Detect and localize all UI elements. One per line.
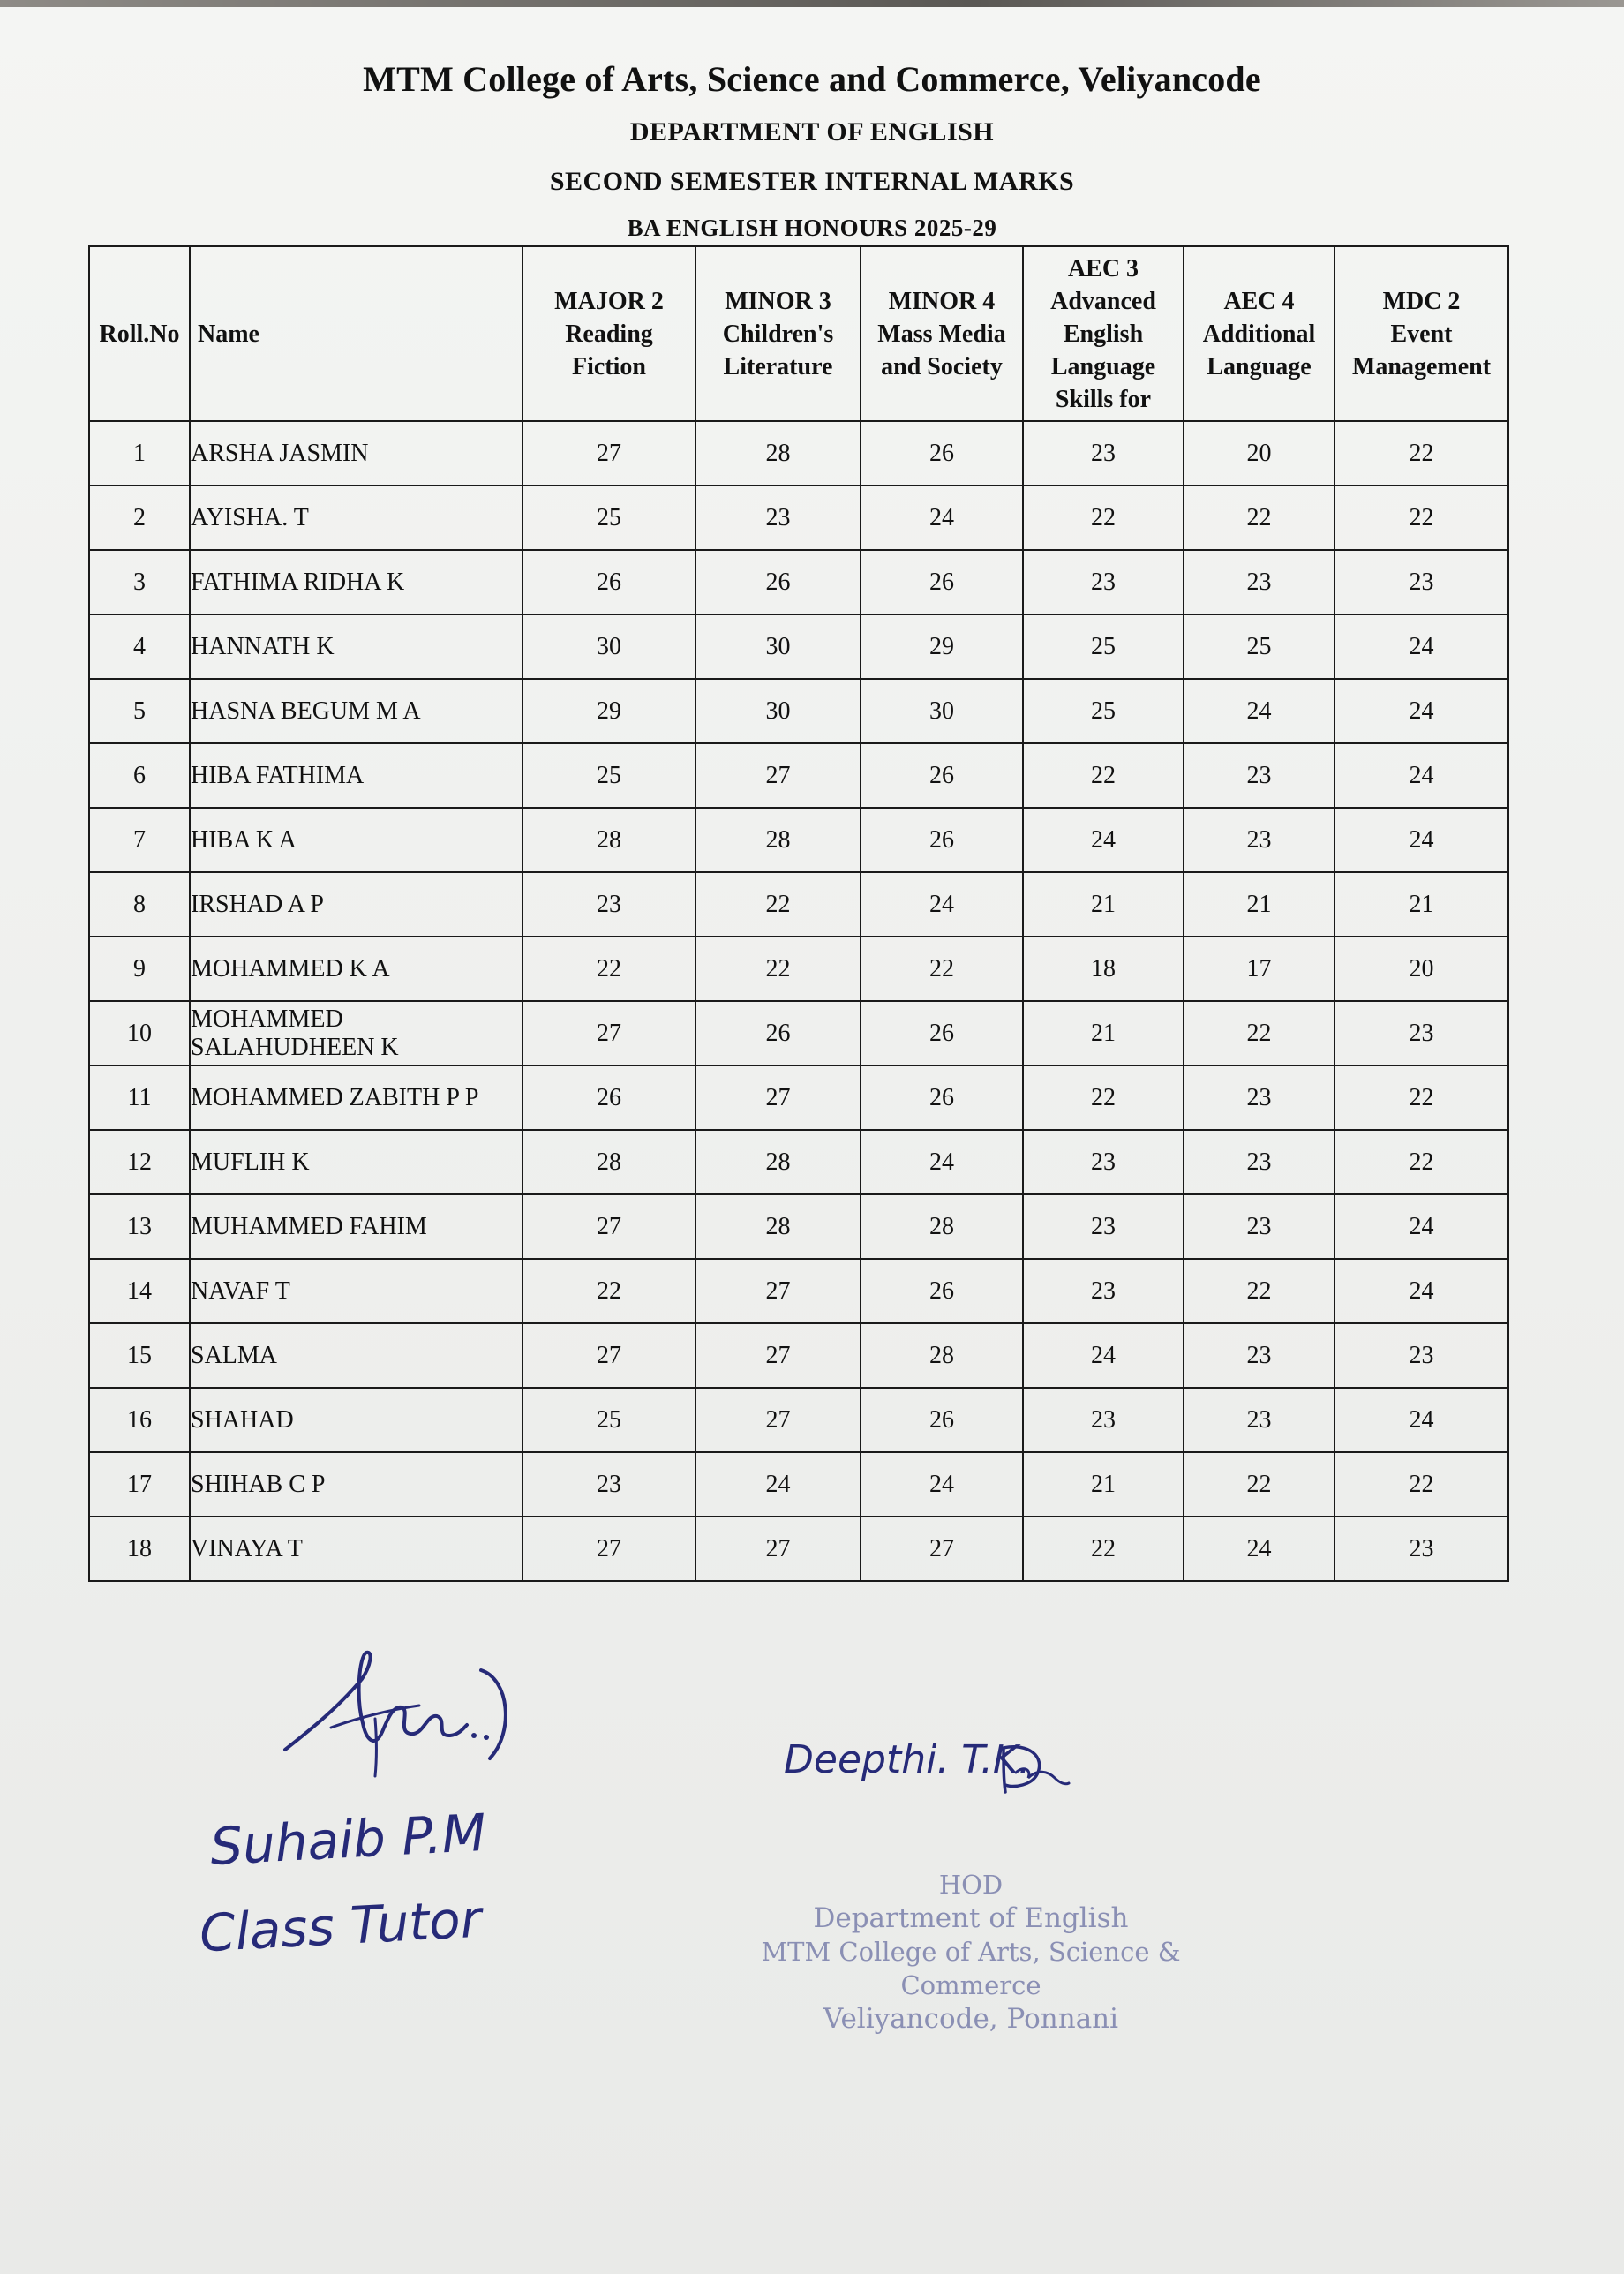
mark-cell: 22 xyxy=(1335,1065,1508,1130)
mark-cell: 24 xyxy=(1023,1323,1184,1388)
mark-cell: 24 xyxy=(861,1452,1023,1517)
mark-cell: 28 xyxy=(695,1130,861,1194)
stamp-line-2: Department of English xyxy=(813,1902,1129,1934)
roll-number-cell: 14 xyxy=(89,1259,190,1323)
roll-number-cell: 3 xyxy=(89,550,190,614)
mark-cell: 21 xyxy=(1023,872,1184,937)
mark-cell: 23 xyxy=(695,486,861,550)
mark-cell: 22 xyxy=(695,872,861,937)
column-header-line: MINOR 4 xyxy=(888,287,996,315)
student-name-cell: MOHAMMED SALAHUDHEEN K xyxy=(190,1001,523,1065)
table-row xyxy=(89,937,1508,1001)
mark-cell: 28 xyxy=(695,421,861,486)
mark-cell: 27 xyxy=(695,743,861,808)
mark-cell: 17 xyxy=(1184,937,1335,1001)
mark-cell: 24 xyxy=(1335,1259,1508,1323)
table-row xyxy=(89,614,1508,679)
table-row xyxy=(89,1259,1508,1323)
mark-cell: 24 xyxy=(1184,679,1335,743)
roll-number-cell: 9 xyxy=(89,937,190,1001)
student-name-cell: SHIHAB C P xyxy=(190,1452,523,1517)
column-header-line: Mass Media xyxy=(877,320,1006,348)
student-name-cell: FATHIMA RIDHA K xyxy=(190,550,523,614)
mark-cell: 25 xyxy=(523,486,695,550)
mark-cell: 22 xyxy=(523,1259,695,1323)
table-row xyxy=(89,872,1508,937)
mark-cell: 23 xyxy=(1335,1517,1508,1581)
mark-cell: 24 xyxy=(861,1130,1023,1194)
document-header xyxy=(0,58,1624,242)
hod-stamp xyxy=(697,1868,1244,2036)
program-title: BA ENGLISH HONOURS 2025-29 xyxy=(627,215,997,241)
column-header-line: Additional xyxy=(1202,320,1316,348)
mark-cell: 26 xyxy=(861,1001,1023,1065)
mark-cell: 26 xyxy=(861,421,1023,486)
column-header-line: MINOR 3 xyxy=(725,287,831,315)
mark-cell: 22 xyxy=(861,937,1023,1001)
student-name-cell: ARSHA JASMIN xyxy=(190,421,523,486)
student-name-cell: NAVAF T xyxy=(190,1259,523,1323)
roll-number-cell: 16 xyxy=(89,1388,190,1452)
roll-number-cell: 15 xyxy=(89,1323,190,1388)
mark-cell: 22 xyxy=(1335,421,1508,486)
tutor-name: Suhaib P.M xyxy=(208,1802,488,1878)
table-row xyxy=(89,743,1508,808)
mark-cell: 24 xyxy=(861,486,1023,550)
column-header-line: Skills for xyxy=(1055,385,1152,413)
mark-cell: 22 xyxy=(1335,486,1508,550)
mark-cell: 22 xyxy=(1023,1065,1184,1130)
mark-cell: 23 xyxy=(1184,1323,1335,1388)
table-row xyxy=(89,679,1508,743)
mark-cell: 28 xyxy=(861,1323,1023,1388)
table-body xyxy=(89,421,1508,1581)
roll-number-cell: 10 xyxy=(89,1001,190,1065)
student-name-cell: SHAHAD xyxy=(190,1388,523,1452)
mark-cell: 24 xyxy=(1023,808,1184,872)
mark-cell: 21 xyxy=(1023,1001,1184,1065)
roll-number-cell: 1 xyxy=(89,421,190,486)
student-name-cell: HANNATH K xyxy=(190,614,523,679)
mark-cell: 24 xyxy=(1335,808,1508,872)
mark-cell: 24 xyxy=(1335,1194,1508,1259)
column-header-line: MAJOR 2 xyxy=(554,287,664,315)
table-row xyxy=(89,1065,1508,1130)
mark-cell: 27 xyxy=(695,1065,861,1130)
table-row xyxy=(89,421,1508,486)
table-row xyxy=(89,1517,1508,1581)
student-name-cell: MUFLIH K xyxy=(190,1130,523,1194)
mark-cell: 24 xyxy=(1335,614,1508,679)
column-header-line: English xyxy=(1063,320,1144,348)
mark-cell: 25 xyxy=(523,743,695,808)
mark-cell: 24 xyxy=(1335,679,1508,743)
column-header-line: Children's xyxy=(722,320,834,348)
student-name-cell: MOHAMMED K A xyxy=(190,937,523,1001)
mark-cell: 24 xyxy=(1335,743,1508,808)
photo-edge xyxy=(0,0,1624,7)
mark-cell: 23 xyxy=(1184,1130,1335,1194)
mark-cell: 23 xyxy=(1184,808,1335,872)
tutor-signature-mark xyxy=(278,1644,525,1785)
mark-cell: 27 xyxy=(523,1001,695,1065)
mark-cell: 23 xyxy=(523,1452,695,1517)
student-name-cell: HIBA FATHIMA xyxy=(190,743,523,808)
mark-cell: 26 xyxy=(861,808,1023,872)
mark-cell: 24 xyxy=(695,1452,861,1517)
mark-cell: 20 xyxy=(1335,937,1508,1001)
mark-cell: 22 xyxy=(695,937,861,1001)
column-header-line: Event xyxy=(1390,320,1453,348)
column-header xyxy=(190,246,523,421)
roll-number-cell: 11 xyxy=(89,1065,190,1130)
roll-number-cell: 5 xyxy=(89,679,190,743)
column-header xyxy=(1184,246,1335,421)
mark-cell: 22 xyxy=(1335,1130,1508,1194)
mark-cell: 27 xyxy=(861,1517,1023,1581)
column-header-line: Fiction xyxy=(572,352,646,380)
column-header xyxy=(695,246,861,421)
column-header-line: AEC 4 xyxy=(1223,287,1295,315)
column-header xyxy=(523,246,695,421)
mark-cell: 26 xyxy=(861,1388,1023,1452)
mark-cell: 23 xyxy=(1184,1194,1335,1259)
mark-cell: 23 xyxy=(1184,550,1335,614)
stamp-line-1: HOD xyxy=(938,1870,1004,1900)
column-header-line: MDC 2 xyxy=(1382,287,1461,315)
column-header-line: Roll.No xyxy=(99,320,180,348)
mark-cell: 22 xyxy=(1184,1452,1335,1517)
mark-cell: 26 xyxy=(695,1001,861,1065)
student-name-cell: IRSHAD A P xyxy=(190,872,523,937)
roll-number-cell: 13 xyxy=(89,1194,190,1259)
mark-cell: 21 xyxy=(1023,1452,1184,1517)
column-header xyxy=(1023,246,1184,421)
mark-cell: 28 xyxy=(861,1194,1023,1259)
column-header-line: Advanced xyxy=(1050,287,1156,315)
student-name-cell: SALMA xyxy=(190,1323,523,1388)
mark-cell: 22 xyxy=(523,937,695,1001)
mark-cell: 27 xyxy=(695,1388,861,1452)
stamp-line-3: MTM College of Arts, Science & Commerce xyxy=(761,1937,1181,2000)
table-row xyxy=(89,550,1508,614)
column-header-line: Language xyxy=(1207,352,1312,380)
mark-cell: 22 xyxy=(1023,1517,1184,1581)
table-header-row xyxy=(89,246,1508,421)
column-header-line: Name xyxy=(198,320,259,348)
column-header-line: Management xyxy=(1351,352,1492,380)
mark-cell: 22 xyxy=(1335,1452,1508,1517)
roll-number-cell: 17 xyxy=(89,1452,190,1517)
table-row xyxy=(89,1194,1508,1259)
mark-cell: 23 xyxy=(1335,1323,1508,1388)
column-header xyxy=(861,246,1023,421)
mark-cell: 30 xyxy=(523,614,695,679)
mark-cell: 28 xyxy=(523,1130,695,1194)
mark-cell: 23 xyxy=(1184,743,1335,808)
column-header xyxy=(89,246,190,421)
mark-cell: 21 xyxy=(1335,872,1508,937)
mark-cell: 29 xyxy=(861,614,1023,679)
column-header-line: Reading xyxy=(565,320,653,348)
column-header-line: AEC 3 xyxy=(1067,254,1139,282)
roll-number-cell: 7 xyxy=(89,808,190,872)
mark-cell: 23 xyxy=(1335,1001,1508,1065)
mark-cell: 23 xyxy=(1184,1065,1335,1130)
mark-cell: 27 xyxy=(523,1517,695,1581)
mark-cell: 27 xyxy=(695,1323,861,1388)
mark-cell: 26 xyxy=(861,550,1023,614)
mark-cell: 28 xyxy=(695,808,861,872)
mark-cell: 25 xyxy=(1023,614,1184,679)
mark-cell: 26 xyxy=(861,1065,1023,1130)
mark-cell: 26 xyxy=(861,743,1023,808)
mark-cell: 28 xyxy=(523,808,695,872)
mark-cell: 24 xyxy=(861,872,1023,937)
table-row xyxy=(89,486,1508,550)
table-row xyxy=(89,808,1508,872)
mark-cell: 24 xyxy=(1335,1388,1508,1452)
mark-cell: 22 xyxy=(1023,486,1184,550)
mark-cell: 25 xyxy=(1184,614,1335,679)
student-name-cell: MOHAMMED ZABITH P P xyxy=(190,1065,523,1130)
mark-cell: 22 xyxy=(1184,486,1335,550)
table-row xyxy=(89,1130,1508,1194)
mark-cell: 23 xyxy=(1335,550,1508,614)
roll-number-cell: 2 xyxy=(89,486,190,550)
table-row xyxy=(89,1388,1508,1452)
student-name-cell: HASNA BEGUM M A xyxy=(190,679,523,743)
mark-cell: 20 xyxy=(1184,421,1335,486)
roll-number-cell: 12 xyxy=(89,1130,190,1194)
mark-cell: 25 xyxy=(1023,679,1184,743)
stamp-line-4: Veliyancode, Ponnani xyxy=(823,2003,1119,2035)
mark-cell: 27 xyxy=(695,1517,861,1581)
mark-cell: 27 xyxy=(523,1194,695,1259)
student-name-cell: AYISHA. T xyxy=(190,486,523,550)
mark-cell: 23 xyxy=(1023,550,1184,614)
mark-cell: 23 xyxy=(1023,1130,1184,1194)
mark-cell: 22 xyxy=(1184,1001,1335,1065)
mark-cell: 27 xyxy=(523,421,695,486)
mark-cell: 30 xyxy=(695,614,861,679)
mark-cell: 21 xyxy=(1184,872,1335,937)
column-header-line: and Society xyxy=(881,352,1003,380)
roll-number-cell: 18 xyxy=(89,1517,190,1581)
roll-number-cell: 6 xyxy=(89,743,190,808)
department-title: DEPARTMENT OF ENGLISH xyxy=(629,117,995,147)
table-row xyxy=(89,1001,1508,1065)
mark-cell: 18 xyxy=(1023,937,1184,1001)
mark-cell: 26 xyxy=(861,1259,1023,1323)
mark-cell: 28 xyxy=(695,1194,861,1259)
mark-cell: 23 xyxy=(1023,421,1184,486)
column-header-line: Language xyxy=(1050,352,1156,380)
mark-cell: 23 xyxy=(1023,1388,1184,1452)
mark-cell: 23 xyxy=(1023,1259,1184,1323)
college-title: MTM College of Arts, Science and Commerce, Veliyancode xyxy=(363,59,1261,99)
mark-cell: 23 xyxy=(1184,1388,1335,1452)
student-name-cell: MUHAMMED FAHIM xyxy=(190,1194,523,1259)
roll-number-cell: 8 xyxy=(89,872,190,937)
roll-number-cell: 4 xyxy=(89,614,190,679)
mark-cell: 23 xyxy=(523,872,695,937)
tutor-role: Class Tutor xyxy=(198,1888,484,1964)
mark-cell: 30 xyxy=(861,679,1023,743)
student-name-cell: HIBA K A xyxy=(190,808,523,872)
column-header-line: Literature xyxy=(723,352,833,380)
mark-cell: 26 xyxy=(523,1065,695,1130)
table-row xyxy=(89,1452,1508,1517)
mark-cell: 24 xyxy=(1184,1517,1335,1581)
mark-cell: 27 xyxy=(523,1323,695,1388)
hod-initial-mark xyxy=(993,1739,1072,1801)
mark-cell: 27 xyxy=(695,1259,861,1323)
mark-cell: 29 xyxy=(523,679,695,743)
marks-table xyxy=(88,245,1509,1582)
column-header xyxy=(1335,246,1508,421)
student-name-cell: VINAYA T xyxy=(190,1517,523,1581)
mark-cell: 22 xyxy=(1023,743,1184,808)
mark-cell: 23 xyxy=(1023,1194,1184,1259)
table-row xyxy=(89,1323,1508,1388)
mark-cell: 25 xyxy=(523,1388,695,1452)
semester-title: SECOND SEMESTER INTERNAL MARKS xyxy=(549,167,1075,196)
mark-cell: 26 xyxy=(695,550,861,614)
mark-cell: 26 xyxy=(523,550,695,614)
mark-cell: 22 xyxy=(1184,1259,1335,1323)
hod-signature: Deepthi. T.K. xyxy=(784,1737,1031,1782)
mark-cell: 30 xyxy=(695,679,861,743)
